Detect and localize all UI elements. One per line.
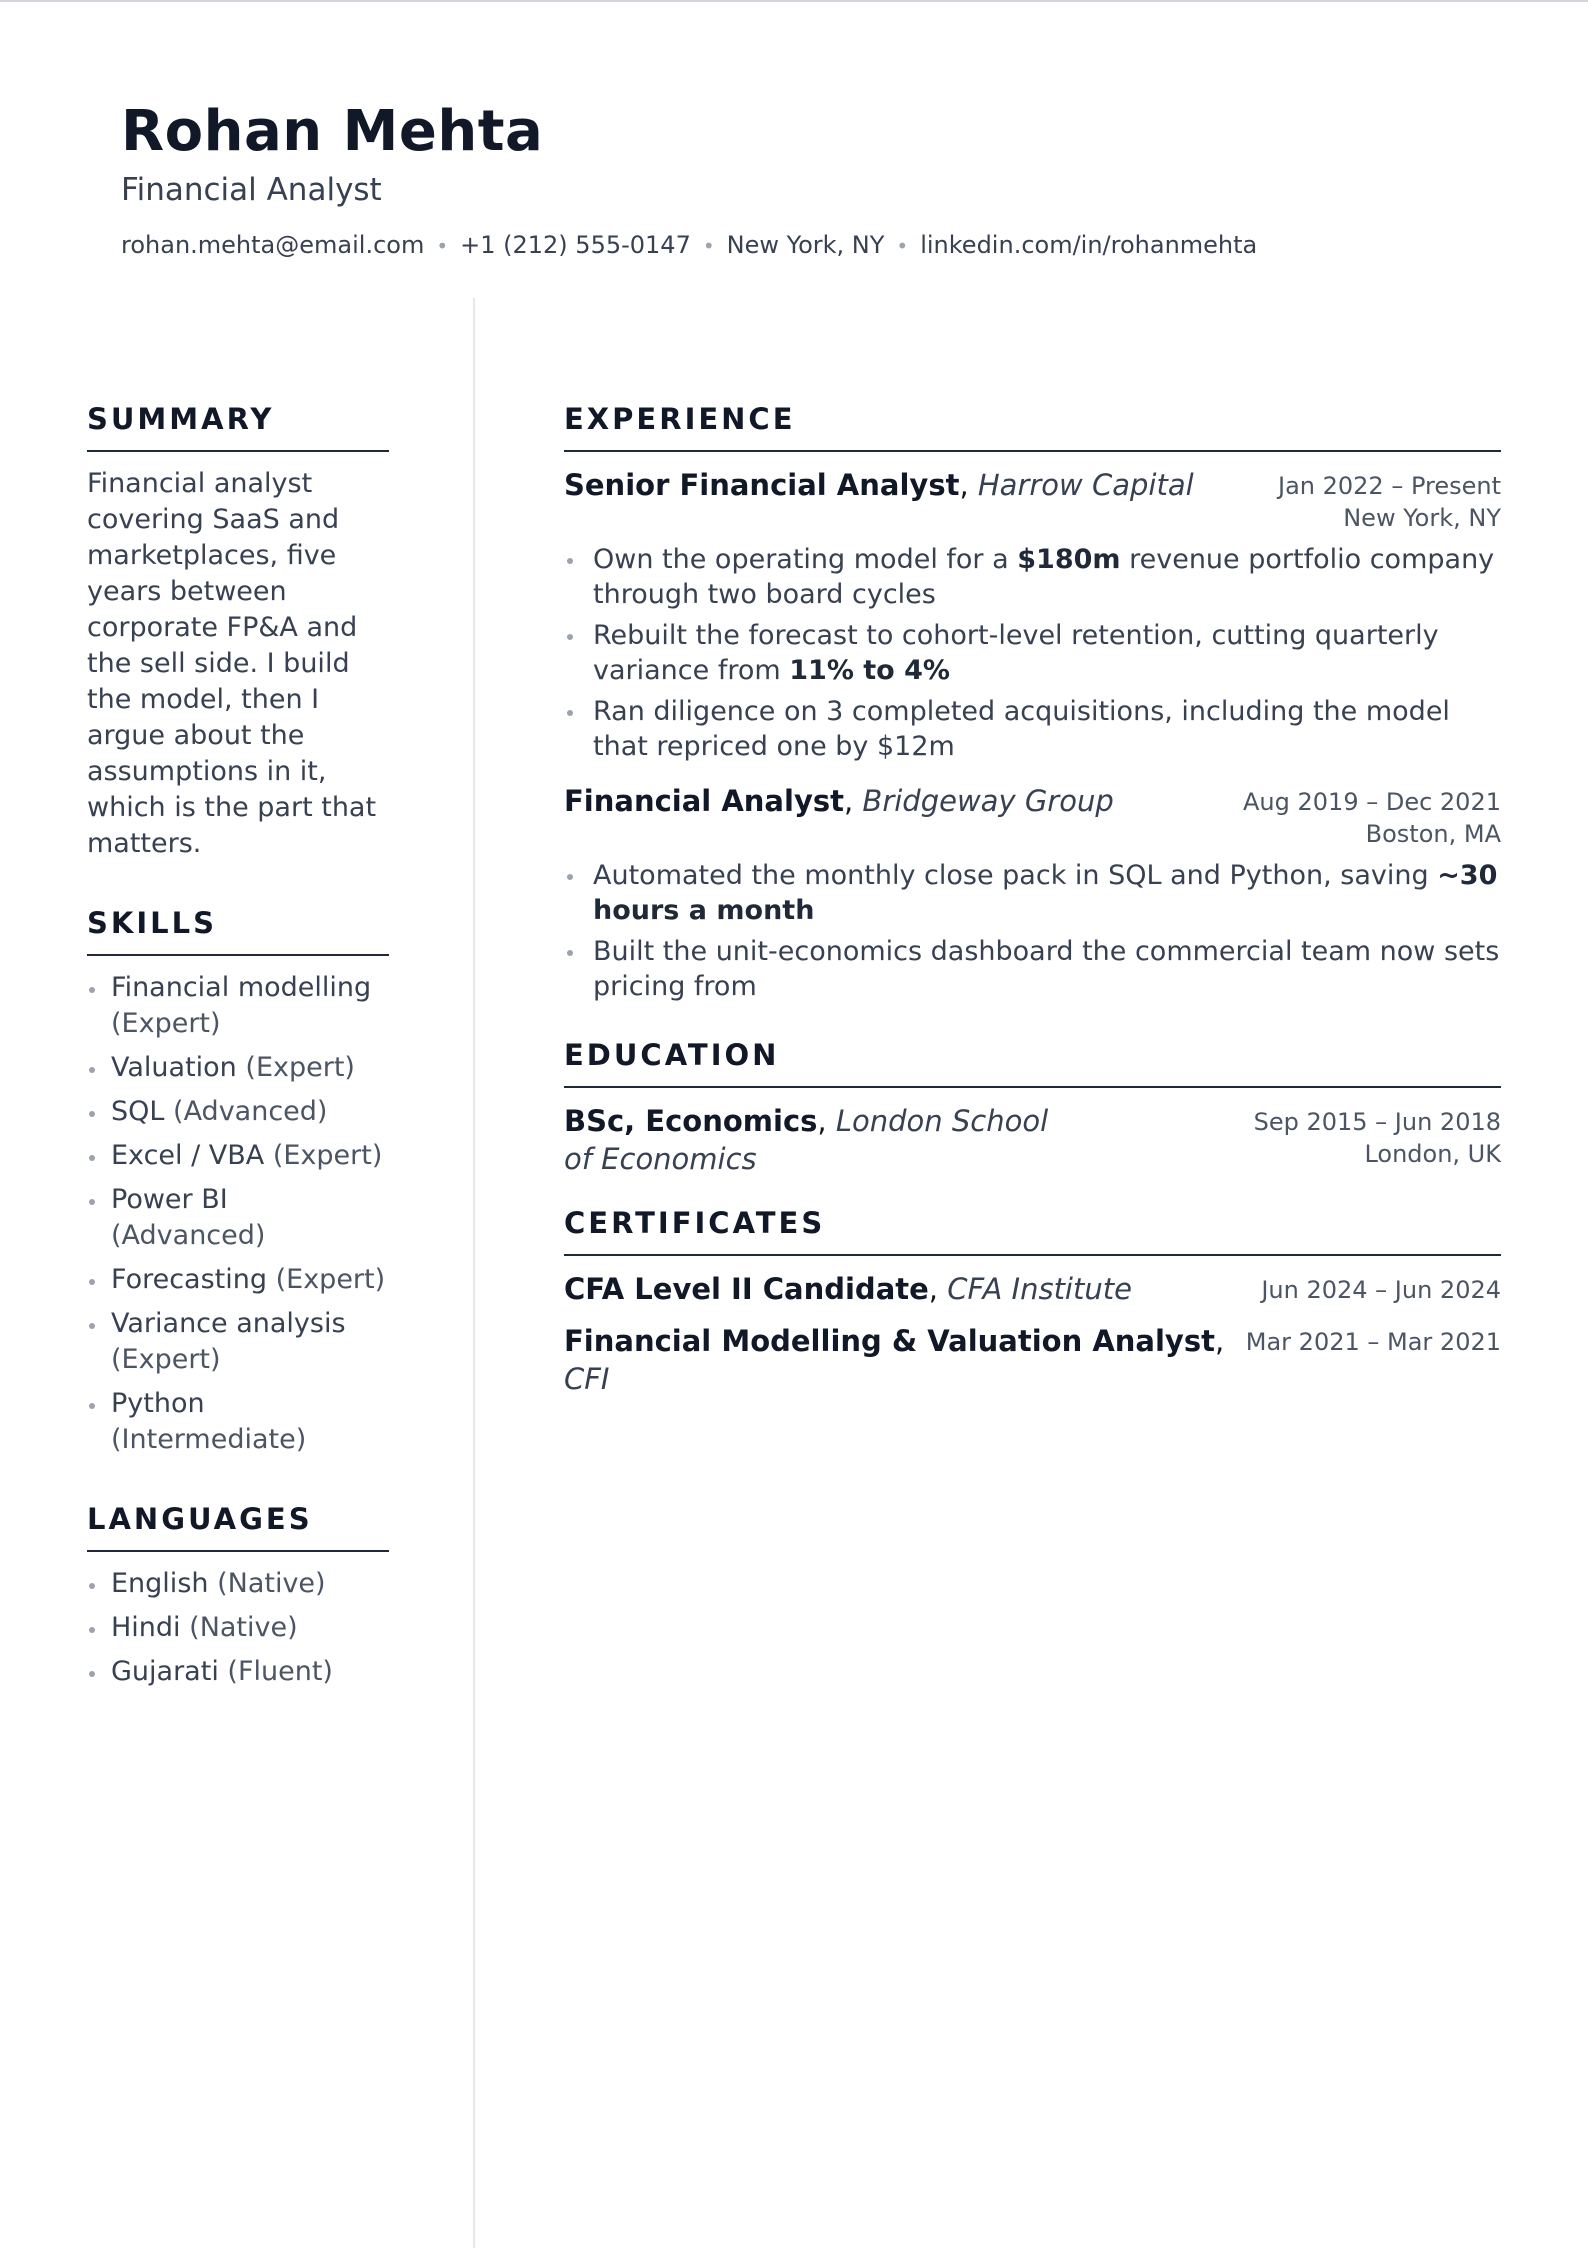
skill-item	[87, 1182, 389, 1254]
job-bullets	[564, 858, 1501, 1004]
degree: BSc, Economics	[564, 1104, 818, 1138]
job-dates: Jan 2022 – Present	[1277, 472, 1501, 500]
language-item	[87, 1610, 389, 1646]
education-location: London, UK	[1364, 1140, 1501, 1168]
linkedin-link[interactable]: linkedin.com/in/rohanmehta	[920, 231, 1258, 259]
certificate-name: CFA Level II Candidate	[564, 1272, 929, 1306]
skill-level: (Expert)	[272, 1140, 383, 1171]
separator-dot: •	[436, 234, 449, 258]
skill-name: Valuation	[111, 1052, 237, 1083]
certificate-dates: Mar 2021 – Mar 2021	[1245, 1328, 1501, 1356]
skill-name: Forecasting	[111, 1264, 268, 1295]
skill-item	[87, 1386, 389, 1458]
language-level: (Native)	[189, 1612, 298, 1643]
job-location: New York, NY	[1343, 504, 1501, 532]
language-name: Gujarati	[111, 1656, 219, 1687]
email-link[interactable]: rohan.mehta@email.com	[121, 231, 425, 259]
skill-level: (Expert)	[245, 1052, 355, 1083]
skills-heading: SKILLS	[87, 902, 389, 956]
separator-dot: •	[702, 234, 715, 258]
skill-item	[87, 1050, 389, 1086]
skill-item	[87, 1306, 389, 1378]
skill-name: Variance analysis	[111, 1308, 346, 1339]
skill-level: (Advanced)	[173, 1096, 328, 1127]
languages-heading: LANGUAGES	[87, 1498, 389, 1552]
certificate-issuer: CFI	[564, 1362, 610, 1396]
skill-item	[87, 1262, 389, 1298]
candidate-name: Rohan Mehta	[121, 99, 544, 164]
candidate-title: Financial Analyst	[121, 172, 382, 208]
job-role: Senior Financial Analyst	[564, 468, 960, 502]
job-role: Financial Analyst	[564, 784, 844, 818]
skill-name: Financial modelling	[111, 972, 372, 1003]
resume-header	[121, 96, 1257, 263]
certificate-name: Financial Modelling & Valuation Analyst	[564, 1324, 1215, 1358]
skill-name: SQL	[111, 1096, 165, 1127]
language-item	[87, 1654, 389, 1690]
languages-list	[87, 1566, 389, 1690]
job-bullet: Rebuilt the forecast to cohort-level retention, cutting quarterly variance from 11% to 4%	[564, 618, 1501, 688]
experience-heading: EXPERIENCE	[564, 398, 1501, 452]
certificate-entry: CFA Level II Candidate, CFA Institute Jun 2024 – Jun 2024	[564, 1272, 1501, 1306]
sidebar	[87, 398, 389, 1730]
phone-number: +1 (212) 555-0147	[460, 231, 691, 259]
skill-item	[87, 1138, 389, 1174]
education-heading: EDUCATION	[564, 1034, 1501, 1088]
skill-name: Power BI	[111, 1184, 228, 1215]
skill-item	[87, 1094, 389, 1130]
certificate-issuer: CFA Institute	[947, 1272, 1132, 1306]
skill-name: Python	[111, 1388, 205, 1419]
certificates-heading: CERTIFICATES	[564, 1202, 1501, 1256]
skill-level: (Advanced)	[111, 1220, 266, 1251]
job-company: Bridgeway Group	[862, 784, 1114, 818]
skill-name: Excel / VBA	[111, 1140, 265, 1171]
job-bullet: Built the unit-economics dashboard the commercial team now sets pricing from	[564, 934, 1501, 1004]
language-item	[87, 1566, 389, 1602]
skill-level: (Expert)	[111, 1008, 221, 1039]
language-name: English	[111, 1568, 209, 1599]
education-entry: BSc, Economics, London School of Economics Sep 2015 – Jun 2018 London, UK	[564, 1104, 1501, 1176]
job-bullet: Automated the monthly close pack in SQL and Python, saving ~30 hours a month	[564, 858, 1501, 928]
job-bullet: Own the operating model for a $180m revenue portfolio company through two board cycles	[564, 542, 1501, 612]
column-divider	[473, 298, 475, 2248]
language-name: Hindi	[111, 1612, 181, 1643]
summary-text: Financial analyst covering SaaS and marketplaces, five years between corporate FP&A and the sell side. I build the model, then I argue about the assumptions in it, which is the part that matters.	[87, 468, 377, 859]
job-dates: Aug 2019 – Dec 2021	[1243, 788, 1501, 816]
top-border	[0, 0, 1588, 2]
separator-dot: •	[896, 234, 909, 258]
skills-list	[87, 970, 389, 1458]
certificate-dates: Jun 2024 – Jun 2024	[1261, 1276, 1501, 1304]
job-entry: Senior Financial Analyst, Harrow Capital Jan 2022 – Present New York, NY Own the operating model for a $180m revenue portfolio company through two board cycles Rebuilt the forecast to cohort-level retention, cutting quarterly variance from 11% to 4% Ran diligence on 3 completed acquisitions, including the model that repriced one by $12m	[564, 468, 1501, 762]
main-column	[564, 398, 1501, 1398]
location: New York, NY	[726, 231, 885, 259]
contact-line	[121, 228, 1257, 263]
certificate-entry: Financial Modelling & Valuation Analyst, CFI Mar 2021 – Mar 2021	[564, 1324, 1501, 1396]
job-entry: Financial Analyst, Bridgeway Group Aug 2019 – Dec 2021 Boston, MA Automated the monthly close pack in SQL and Python, saving ~30 hours a month Built the unit-economics dashboard the commercial team now sets pricing from	[564, 784, 1501, 1002]
skill-item	[87, 970, 389, 1042]
skill-level: (Expert)	[275, 1264, 386, 1295]
education-dates: Sep 2015 – Jun 2018	[1253, 1108, 1501, 1136]
language-level: (Native)	[217, 1568, 326, 1599]
skill-level: (Intermediate)	[111, 1424, 307, 1455]
job-bullet: Ran diligence on 3 completed acquisitions, including the model that repriced one by $12m	[564, 694, 1501, 764]
job-bullets	[564, 542, 1501, 764]
skill-level: (Expert)	[111, 1344, 221, 1375]
job-location: Boston, MA	[1365, 820, 1501, 848]
school: London School of Economics	[564, 1104, 1049, 1176]
summary-heading: SUMMARY	[87, 398, 389, 452]
language-level: (Fluent)	[227, 1656, 333, 1687]
job-company: Harrow Capital	[977, 468, 1194, 502]
